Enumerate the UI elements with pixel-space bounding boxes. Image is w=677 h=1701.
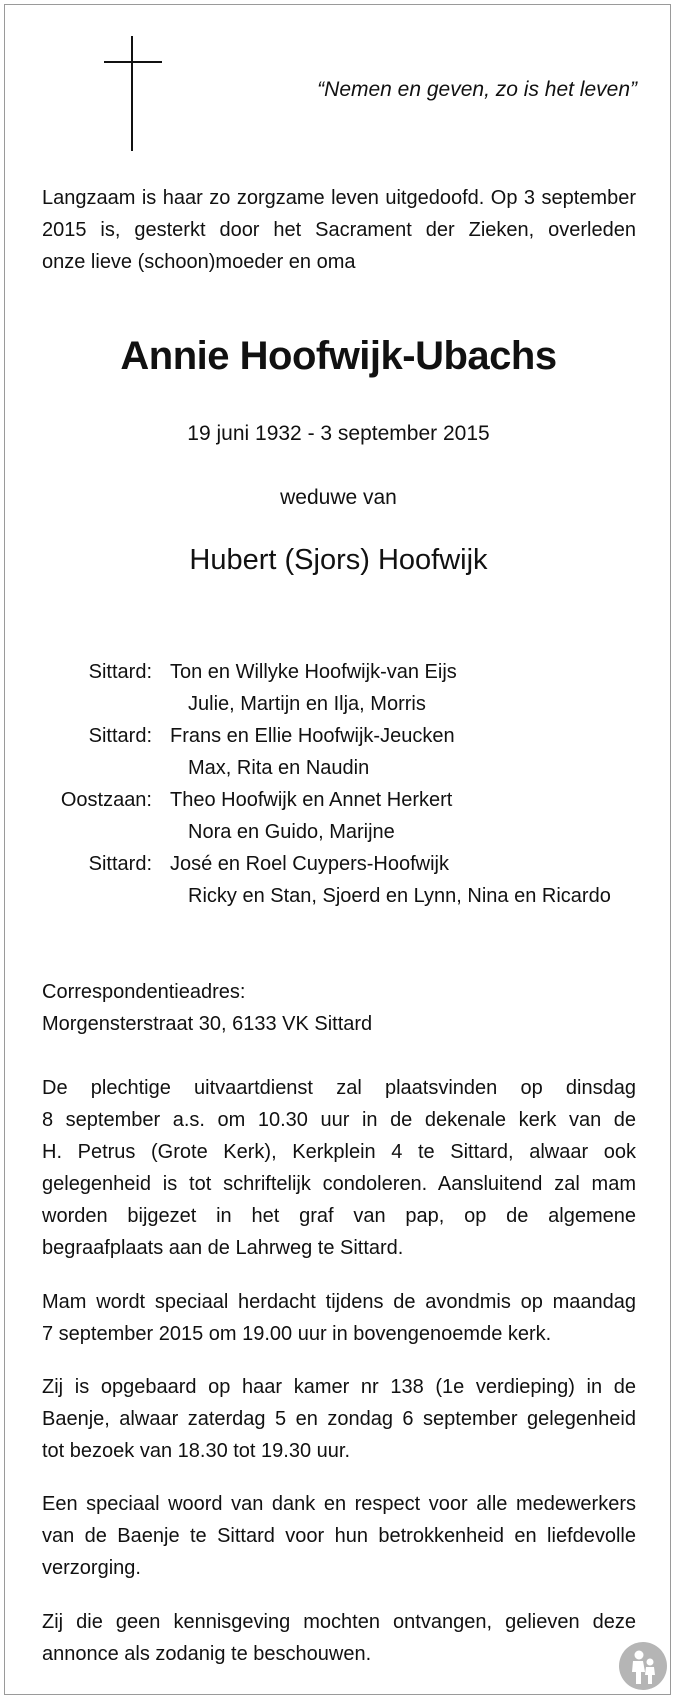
intro-line: 2015 is, gesterkt door het Sacrament der Zieken, overleden — [42, 219, 636, 241]
thanks-line: verzorging. — [42, 1557, 141, 1579]
family-row — [0, 784, 677, 816]
family-place: Sittard: — [88, 725, 152, 747]
family-children-row — [0, 752, 677, 784]
family-names: José en Roel Cuypers-Hoofwijk — [170, 853, 450, 875]
correspondence-line: Morgensterstraat 30, 6133 VK Sittard — [42, 1013, 373, 1035]
family-row — [0, 720, 677, 752]
family-place: Sittard: — [88, 853, 152, 875]
viewing-line: Baenje, alwaar zaterdag 5 en zondag 6 september gelegenheid — [42, 1408, 636, 1430]
viewing-paragraph — [42, 1371, 636, 1467]
thanks-line: Een speciaal woord van dank en respect voor alle medewerkers — [42, 1493, 636, 1515]
family-place: Sittard: — [88, 661, 152, 683]
evening-mass-line: Mam wordt speciaal herdacht tijdens de avondmis op maandag — [42, 1291, 636, 1313]
funeral-line: H. Petrus (Grote Kerk), Kerkplein 4 te Sittard, alwaar ook — [42, 1141, 636, 1163]
intro-paragraph — [42, 182, 636, 278]
deceased-name: Annie Hoofwijk-Ubachs — [120, 334, 557, 378]
family-children-row — [0, 816, 677, 848]
memorial-logo-icon — [619, 1642, 667, 1690]
husband-name: Hubert (Sjors) Hoofwijk — [189, 544, 488, 576]
closing-line: annonce als zodanig te beschouwen. — [42, 1643, 372, 1665]
family-children: Max, Rita en Naudin — [188, 757, 370, 779]
family-children: Nora en Guido, Marijne — [188, 821, 395, 843]
thanks-line: van de Baenje te Sittard voor hun betrokkenheid en liefdevolle — [42, 1525, 636, 1547]
family-names: Theo Hoofwijk en Annet Herkert — [170, 789, 453, 811]
evening-mass-paragraph — [42, 1286, 636, 1350]
funeral-line: begraafplaats aan de Lahrweg te Sittard. — [42, 1237, 404, 1259]
widow-label: weduwe van — [280, 486, 397, 509]
intro-line: onze lieve (schoon)moeder en oma — [42, 251, 356, 273]
correspondence-address — [42, 976, 636, 1040]
evening-mass-line: 7 september 2015 om 19.00 uur in bovengenoemde kerk. — [42, 1323, 552, 1345]
intro-line: Langzaam is haar zo zorgzame leven uitgedoofd. Op 3 september — [42, 187, 636, 209]
funeral-line: De plechtige uitvaartdienst zal plaatsvinden op dinsdag — [42, 1077, 636, 1099]
family-names: Ton en Willyke Hoofwijk-van Eijs — [170, 661, 457, 683]
funeral-line: gelegenheid is tot schriftelijk condoleren. Aansluitend zal mam — [42, 1173, 636, 1195]
family-names: Frans en Ellie Hoofwijk-Jeucken — [170, 725, 455, 747]
funeral-paragraph — [42, 1072, 636, 1264]
family-children: Julie, Martijn en Ilja, Morris — [188, 693, 426, 715]
family-list — [0, 656, 677, 912]
funeral-line: 8 september a.s. om 10.30 uur in de dekenale kerk van de — [42, 1109, 636, 1131]
thanks-paragraph — [42, 1488, 636, 1584]
correspondence-line: Correspondentieadres: — [42, 981, 246, 1003]
life-dates: 19 juni 1932 - 3 september 2015 — [187, 422, 490, 445]
closing-line: Zij die geen kennisgeving mochten ontvangen, gelieven deze — [42, 1611, 636, 1633]
closing-paragraph — [42, 1606, 636, 1670]
cross-icon — [104, 36, 162, 151]
family-children-row — [0, 880, 677, 912]
family-children-row — [0, 688, 677, 720]
funeral-line: worden bijgezet in het graf van pap, op de algemene — [42, 1205, 636, 1227]
viewing-line: Zij is opgebaard op haar kamer nr 138 (1e verdieping) in de — [42, 1376, 636, 1398]
family-row — [0, 656, 677, 688]
family-place: Oostzaan: — [60, 789, 152, 811]
motto-quote: “Nemen en geven, zo is het leven” — [317, 78, 637, 101]
family-children: Ricky en Stan, Sjoerd en Lynn, Nina en Ricardo — [188, 885, 611, 907]
viewing-line: tot bezoek van 18.30 tot 19.30 uur. — [42, 1440, 351, 1462]
family-row — [0, 848, 677, 880]
